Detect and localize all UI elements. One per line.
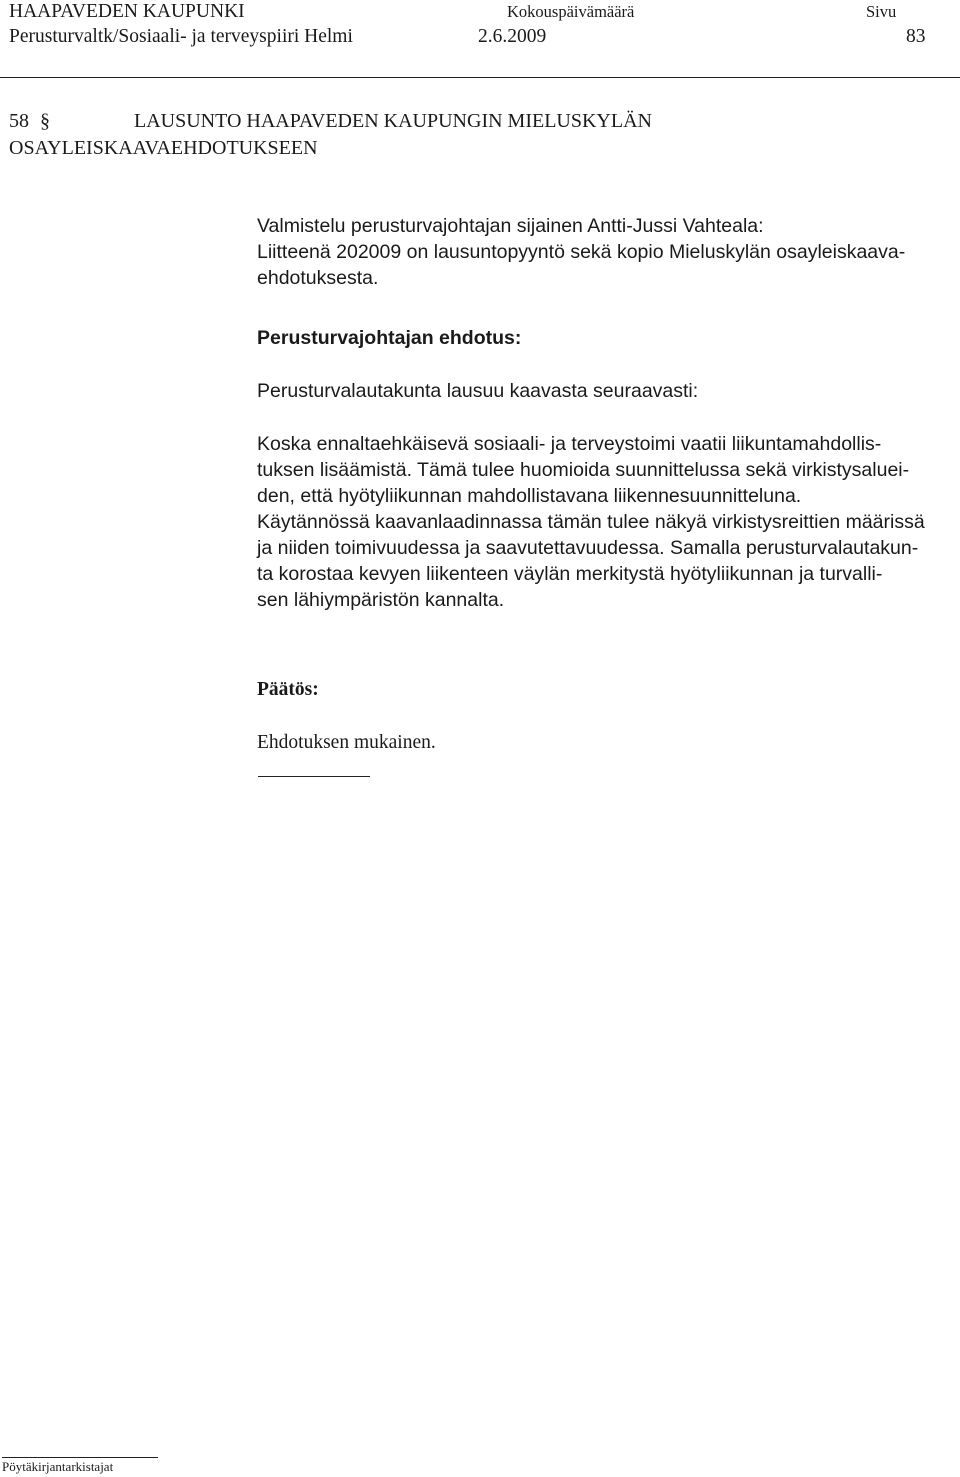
preparation-line: Valmistelu perusturvajohtajan sijainen Antti-Jussi Vahteala:	[257, 215, 764, 237]
footer-rule	[2, 1457, 158, 1458]
proposal-heading: Perusturvajohtajan ehdotus:	[257, 327, 522, 349]
proposal-line: Käytännössä kaavanlaadinnassa tämän tulee näkyä virkistysreittien määrissä	[257, 511, 925, 533]
preparation-line: Liitteenä 202009 on lausuntopyyntö sekä kopio Mieluskylän osayleiskaava-	[257, 241, 906, 263]
proposal-line: tuksen lisäämistä. Tämä tulee huomioida suunnittelussa sekä virkistysaluei-	[257, 459, 910, 481]
item-number	[9, 106, 50, 136]
item-number-value: 58	[9, 110, 29, 132]
proposal-intro: Perusturvalautakunta lausuu kaavasta seuraavasti:	[257, 380, 699, 402]
organization-name: HAAPAVEDEN KAUPUNKI	[9, 1, 245, 22]
date-label: Kokouspäivämäärä	[507, 2, 635, 21]
page-label: Sivu	[866, 2, 897, 21]
section-symbol: §	[40, 110, 50, 132]
item-title-line1: LAUSUNTO HAAPAVEDEN KAUPUNGIN MIELUSKYLÄN	[134, 110, 652, 132]
proposal-line: ta korostaa kevyen liikenteen väylän merkitystä hyötyliikunnan ja turvalli-	[257, 563, 883, 585]
proposal-line: Koska ennaltaehkäisevä sosiaali- ja terveystoimi vaatii liikuntamahdollis-	[257, 433, 882, 455]
preparation-line: ehdotuksesta.	[257, 267, 379, 289]
proposal-line: den, että hyötyliikunnan mahdollistavana liikennesuunnitteluna.	[257, 485, 802, 507]
proposal-text	[257, 431, 957, 613]
decision-text: Ehdotuksen mukainen.	[257, 732, 436, 753]
meeting-date: 2.6.2009	[478, 26, 547, 47]
header-rule	[0, 77, 960, 78]
item-title-line2: OSAYLEISKAAVAEHDOTUKSEEN	[9, 137, 318, 159]
proposal-line: sen lähiympäristön kannalta.	[257, 589, 505, 611]
footer-label: Pöytäkirjantarkistajat	[2, 1459, 114, 1474]
proposal-line: ja niiden toimivuudessa ja saavutettavuudessa. Samalla perusturvalautakun-	[257, 537, 919, 559]
preparation-block	[257, 213, 957, 291]
signature-line	[258, 776, 370, 777]
decision-heading: Päätös:	[257, 679, 319, 700]
page-number: 83	[906, 26, 926, 47]
body-name: Perusturvaltk/Sosiaali- ja terveyspiiri Helmi	[9, 26, 353, 47]
